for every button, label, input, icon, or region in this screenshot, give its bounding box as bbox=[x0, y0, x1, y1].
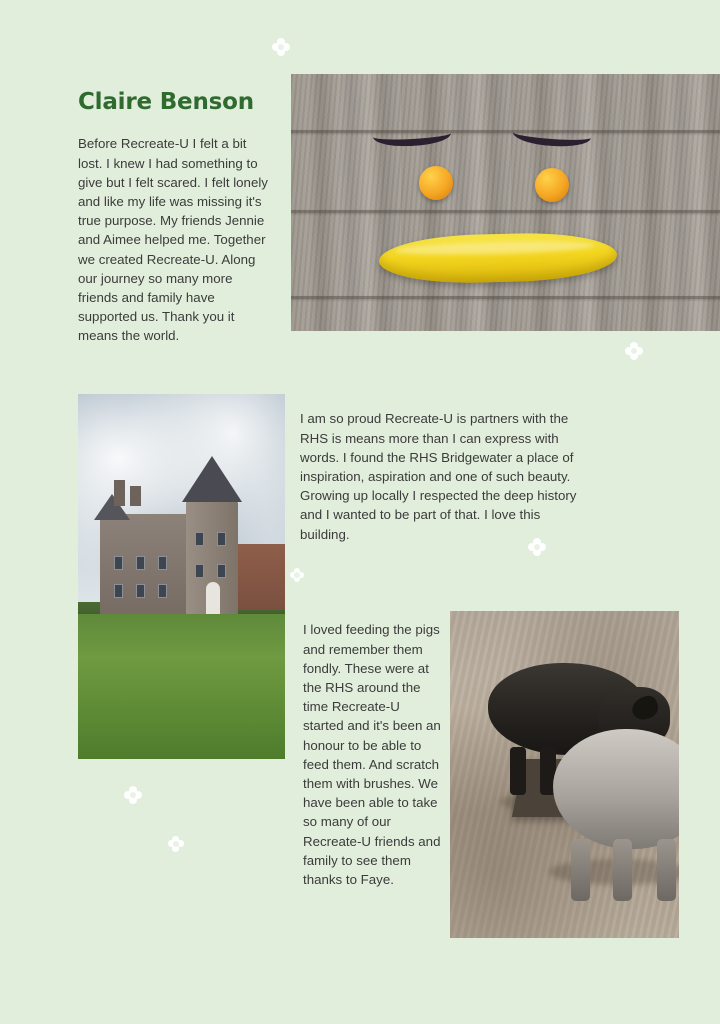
window bbox=[158, 556, 167, 570]
chimney bbox=[114, 480, 125, 506]
tomato-eye-icon bbox=[535, 168, 569, 202]
rhs-bridgewater-building-photo bbox=[78, 394, 285, 759]
page-title: Claire Benson bbox=[78, 89, 254, 116]
smiley-face-vegetables-photo bbox=[291, 74, 720, 331]
pigs-photo bbox=[450, 611, 679, 938]
tomato-eye-icon bbox=[419, 166, 453, 200]
flower-petal bbox=[272, 43, 280, 51]
lawn bbox=[78, 614, 285, 759]
window bbox=[158, 584, 167, 598]
flower-icon bbox=[168, 836, 184, 852]
flower-icon bbox=[625, 342, 643, 360]
window bbox=[195, 564, 204, 578]
flower-core bbox=[278, 44, 284, 50]
flower-petal bbox=[129, 796, 137, 804]
flower-petal bbox=[172, 836, 179, 843]
flower-icon bbox=[272, 38, 290, 56]
turret-roof bbox=[182, 456, 242, 502]
flower-icon bbox=[290, 568, 304, 582]
flower-icon bbox=[124, 786, 142, 804]
flower-petal bbox=[290, 572, 296, 578]
intro-paragraph: Before Recreate-U I felt a bit lost. I knew I had something to give but I felt scared. I felt lonely and like my life was missing it's true purpose. My friends Jennie and Aimee helped me. Together we created Recreate-U. Along our journey so many more friends and family have supported us. Thank you it means the world. bbox=[78, 136, 268, 344]
flower-core bbox=[294, 572, 300, 578]
window bbox=[114, 556, 123, 570]
flower-petal bbox=[625, 347, 633, 355]
flower-petal bbox=[168, 840, 175, 847]
flower-petal bbox=[538, 543, 546, 551]
flower-core bbox=[173, 841, 179, 847]
window bbox=[114, 584, 123, 598]
flower-petal bbox=[533, 548, 541, 556]
flower-petal bbox=[282, 43, 290, 51]
flower-petal bbox=[630, 352, 638, 360]
flower-petal bbox=[172, 845, 179, 852]
flower-petal bbox=[298, 572, 304, 578]
pig-leg bbox=[571, 839, 590, 901]
pigs-paragraph: I loved feeding the pigs and remember them fondly. These were at the RHS around the time Recreate-U started and it's been an honour to be able to feed them. And scratch them with brushes. We have been able to take so many of our Recreate-U friends and family to see them thanks to Faye. bbox=[303, 622, 441, 887]
pig-leg bbox=[657, 839, 676, 901]
pig-leg bbox=[613, 839, 632, 901]
flower-petal bbox=[294, 576, 300, 582]
pig-ear bbox=[629, 694, 661, 723]
flower-petal bbox=[277, 48, 285, 56]
courgette-mouth-icon bbox=[378, 231, 617, 285]
flower-petal bbox=[177, 840, 184, 847]
wood-plank-seam bbox=[291, 296, 720, 299]
rhs-partnership-paragraph: I am so proud Recreate-U is partners with the RHS is means more than I can express with words. I found the RHS Bridgewater a place of inspiration, aspiration and one of such beauty. Growing up locally I respected the deep history and I wanted to be part of that. I love this building. bbox=[300, 411, 577, 542]
wood-plank-seam bbox=[291, 210, 720, 213]
bean-eyebrow-icon bbox=[512, 121, 591, 148]
flower-petal bbox=[129, 786, 137, 794]
flower-petal bbox=[630, 342, 638, 350]
window bbox=[217, 532, 226, 546]
garden-statue bbox=[206, 582, 220, 616]
flower-core bbox=[631, 348, 637, 354]
bean-eyebrow-icon bbox=[372, 122, 451, 148]
flower-petal bbox=[277, 38, 285, 46]
flower-petal bbox=[124, 791, 132, 799]
pig-leg bbox=[510, 747, 526, 795]
window bbox=[195, 532, 204, 546]
flower-petal bbox=[528, 543, 536, 551]
flower-petal bbox=[134, 791, 142, 799]
window bbox=[136, 556, 145, 570]
wood-plank-seam bbox=[291, 130, 720, 133]
flower-core bbox=[534, 544, 540, 550]
window bbox=[217, 564, 226, 578]
window bbox=[136, 584, 145, 598]
flower-core bbox=[130, 792, 136, 798]
flower-petal bbox=[294, 568, 300, 574]
chimney bbox=[130, 486, 141, 506]
flower-petal bbox=[635, 347, 643, 355]
